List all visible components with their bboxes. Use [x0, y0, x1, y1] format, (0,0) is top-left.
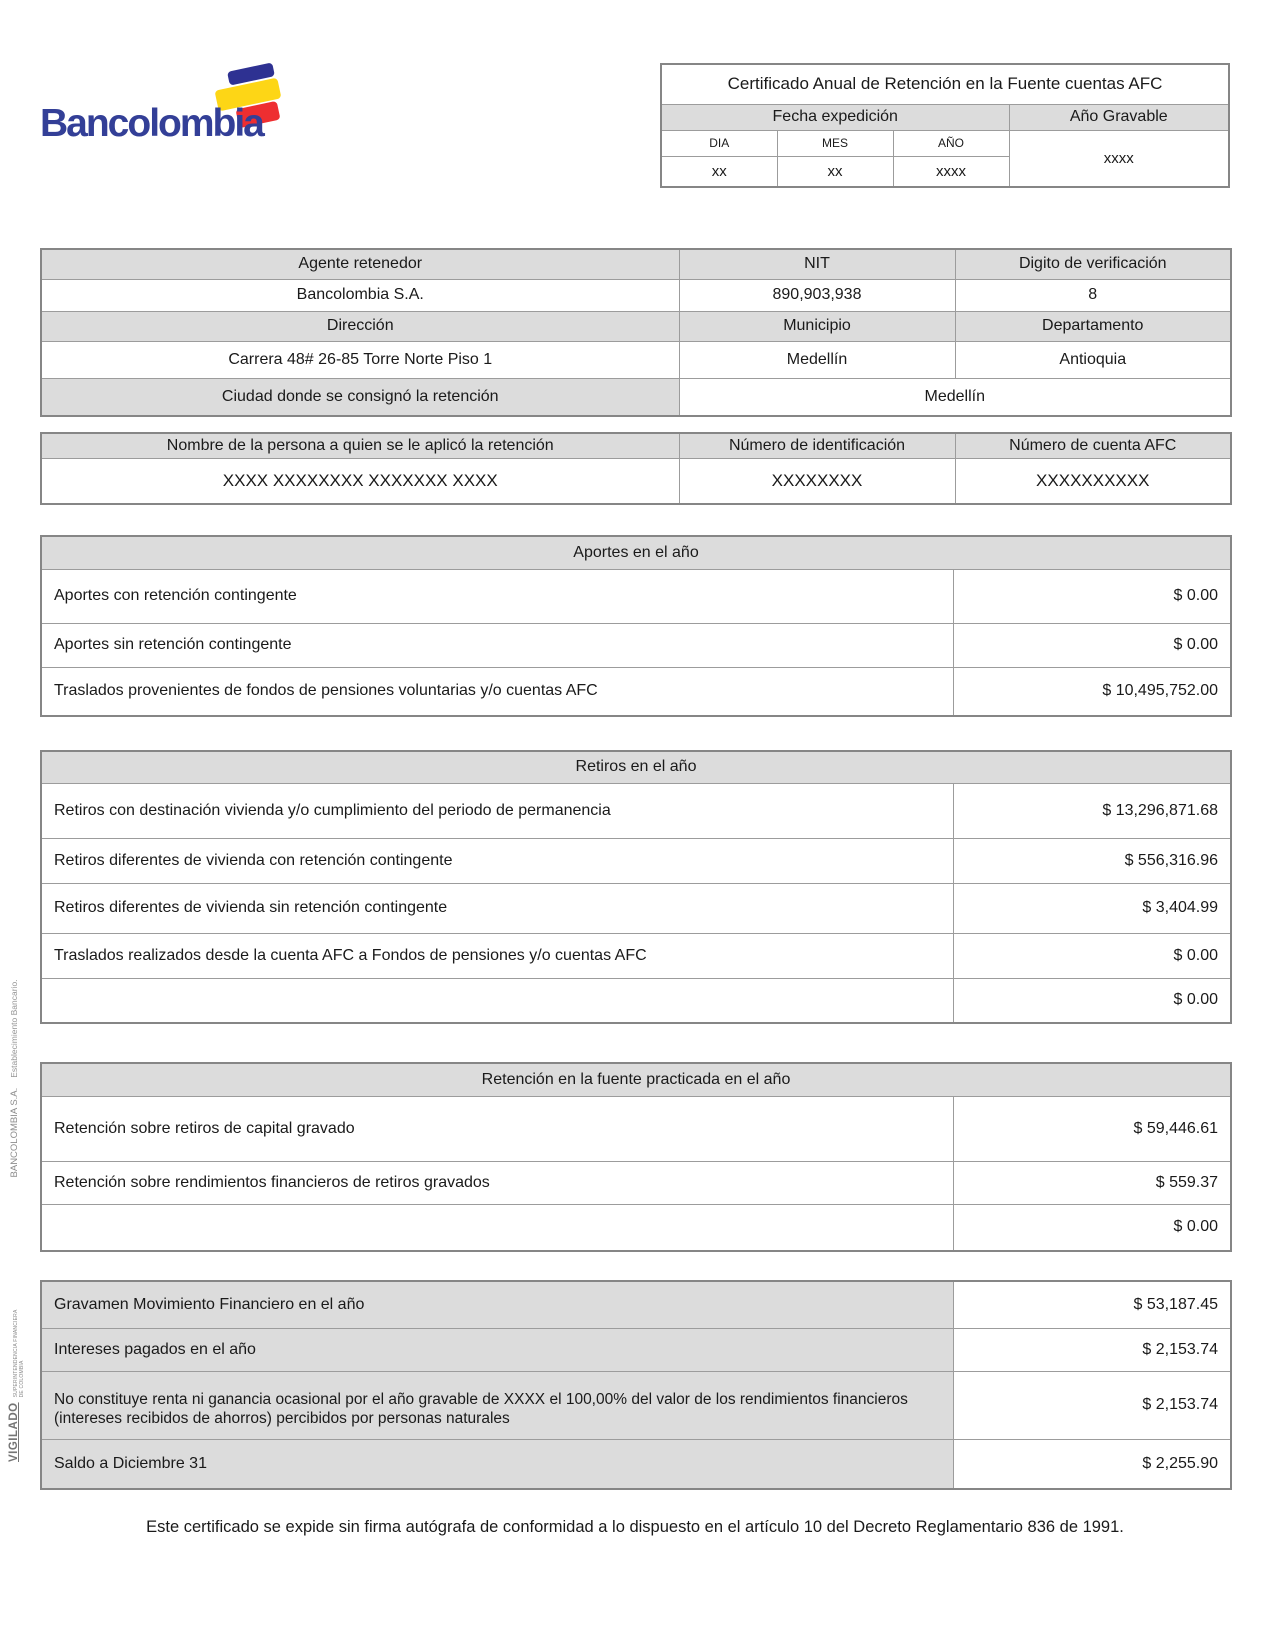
table-row: [41, 667, 1231, 716]
table-row: [41, 883, 1231, 933]
row-value: $ 13,296,871.68: [953, 783, 1231, 838]
row-label: Retiros con destinación vivienda y/o cumplimiento del periodo de permanencia: [41, 783, 953, 838]
ano-gravable-value: xxxx: [1009, 130, 1229, 187]
aportes-table: [40, 535, 1232, 717]
row-value: $ 10,495,752.00: [953, 667, 1231, 716]
row-label: No constituye renta ni ganancia ocasional por el año gravable de XXXX el 100,00% del valor de los rendimientos financieros (intereses recibidos de ahorros) percibidos por personas naturales: [41, 1371, 953, 1439]
row-label: [41, 1204, 953, 1251]
table-row: [41, 1328, 1231, 1371]
row-value: $ 2,153.74: [953, 1371, 1231, 1439]
sidebar-establishment: Establecimiento Bancario.: [9, 979, 19, 1078]
mes-label: MES: [777, 130, 893, 156]
logo-wordmark: Bancolombia: [40, 102, 263, 145]
municipio-value: Medellín: [679, 341, 955, 378]
table-row: [41, 1096, 1231, 1161]
row-value: $ 2,153.74: [953, 1328, 1231, 1371]
table-row: [41, 1371, 1231, 1439]
certificate-title: Certificado Anual de Retención en la Fuente cuentas AFC: [661, 64, 1229, 104]
numero-cuenta-afc-header: Número de cuenta AFC: [955, 433, 1231, 458]
table-row: [41, 838, 1231, 883]
row-label: Gravamen Movimiento Financiero en el año: [41, 1281, 953, 1328]
row-label: Aportes con retención contingente: [41, 569, 953, 623]
footer-note: Este certificado se expide sin firma autógrafa de conformidad a lo dispuesto en el artículo 10 del Decreto Reglamentario 836 de 1991.: [146, 1518, 1124, 1536]
vigilado-label: VIGILADO: [8, 1402, 20, 1462]
row-value: $ 556,316.96: [953, 838, 1231, 883]
municipio-header: Municipio: [679, 311, 955, 341]
table-row: [41, 978, 1231, 1023]
row-label: Retención sobre retiros de capital gravado: [41, 1096, 953, 1161]
retencion-title: Retención en la fuente practicada en el año: [41, 1063, 1231, 1096]
nombre-persona-value: XXXX XXXXXXXX XXXXXXX XXXX: [41, 458, 679, 504]
digito-verificacion-value: 8: [955, 279, 1231, 311]
table-row: [41, 783, 1231, 838]
ano-label: AÑO: [893, 130, 1009, 156]
row-label: Saldo a Diciembre 31: [41, 1439, 953, 1489]
row-value: $ 2,255.90: [953, 1439, 1231, 1489]
row-label: Traslados provenientes de fondos de pensiones voluntarias y/o cuentas AFC: [41, 667, 953, 716]
ciudad-consigno-value: Medellín: [679, 378, 1231, 416]
row-label: [41, 978, 953, 1023]
departamento-value: Antioquia: [955, 341, 1231, 378]
row-value: $ 0.00: [953, 623, 1231, 667]
retencion-table: [40, 1062, 1232, 1252]
row-value: $ 3,404.99: [953, 883, 1231, 933]
nit-value: 890,903,938: [679, 279, 955, 311]
agente-retenedor-value: Bancolombia S.A.: [41, 279, 679, 311]
table-row: [41, 569, 1231, 623]
row-label: Retención sobre rendimientos financieros de retiros gravados: [41, 1161, 953, 1204]
certificate-header-table: [660, 63, 1230, 188]
bancolombia-logo: [40, 57, 350, 157]
superintendencia-label: [13, 1309, 25, 1397]
row-value: $ 0.00: [953, 978, 1231, 1023]
table-row: [41, 1204, 1231, 1251]
ano-gravable-header: Año Gravable: [1009, 104, 1229, 130]
row-label: Retiros diferentes de vivienda con retención contingente: [41, 838, 953, 883]
digito-verificacion-header: Digito de verificación: [955, 249, 1231, 279]
row-value: $ 0.00: [953, 933, 1231, 978]
departamento-header: Departamento: [955, 311, 1231, 341]
direccion-value: Carrera 48# 26-85 Torre Norte Piso 1: [41, 341, 679, 378]
row-label: Traslados realizados desde la cuenta AFC a Fondos de pensiones y/o cuentas AFC: [41, 933, 953, 978]
ano-value: xxxx: [893, 156, 1009, 187]
resumen-table: [40, 1280, 1232, 1490]
table-row: [41, 933, 1231, 978]
table-row: [41, 1439, 1231, 1489]
agente-retenedor-table: [40, 248, 1232, 417]
superintendencia-line1: SUPERINTENDENCIA FINANCIERA: [13, 1309, 19, 1398]
sidebar-bank-name: BANCOLOMBIA S.A.: [9, 1087, 20, 1178]
row-value: $ 59,446.61: [953, 1096, 1231, 1161]
numero-cuenta-afc-value: XXXXXXXXXX: [955, 458, 1231, 504]
fecha-expedicion-header: Fecha expedición: [661, 104, 1009, 130]
retiros-table: [40, 750, 1232, 1024]
mes-value: xx: [777, 156, 893, 187]
vigilado-sidebar: [8, 979, 34, 1462]
ciudad-consigno-header: Ciudad donde se consignó la retención: [41, 378, 679, 416]
numero-identificacion-value: XXXXXXXX: [679, 458, 955, 504]
row-label: Retiros diferentes de vivienda sin retención contingente: [41, 883, 953, 933]
nit-header: NIT: [679, 249, 955, 279]
dia-value: xx: [661, 156, 777, 187]
row-label: Intereses pagados en el año: [41, 1328, 953, 1371]
table-row: [41, 1281, 1231, 1328]
aportes-title: Aportes en el año: [41, 536, 1231, 569]
numero-identificacion-header: Número de identificación: [679, 433, 955, 458]
row-value: $ 0.00: [953, 1204, 1231, 1251]
persona-table: [40, 432, 1232, 505]
row-value: $ 559.37: [953, 1161, 1231, 1204]
retiros-title: Retiros en el año: [41, 751, 1231, 783]
row-label: Aportes sin retención contingente: [41, 623, 953, 667]
table-row: [41, 623, 1231, 667]
row-value: $ 0.00: [953, 569, 1231, 623]
superintendencia-line2: DE COLOMBIA: [19, 1360, 25, 1398]
table-row: [41, 1161, 1231, 1204]
agente-retenedor-header: Agente retenedor: [41, 249, 679, 279]
dia-label: DIA: [661, 130, 777, 156]
direccion-header: Dirección: [41, 311, 679, 341]
row-value: $ 53,187.45: [953, 1281, 1231, 1328]
nombre-persona-header: Nombre de la persona a quien se le aplicó la retención: [41, 433, 679, 458]
